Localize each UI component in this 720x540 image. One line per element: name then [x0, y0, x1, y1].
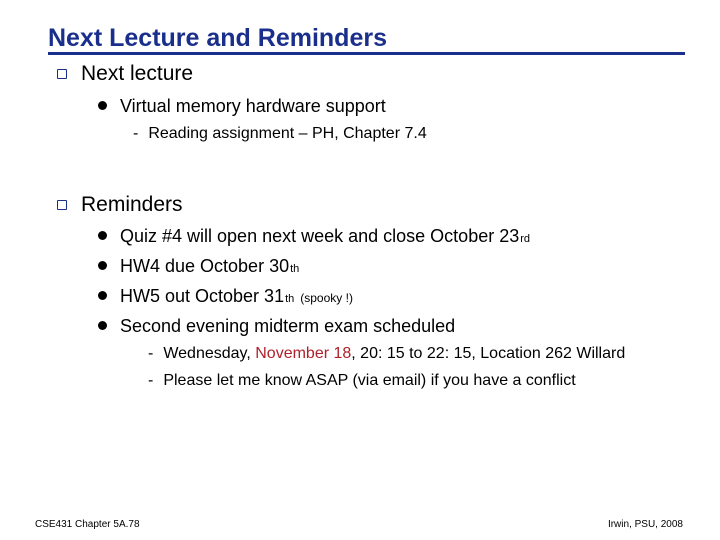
superscript: th	[285, 293, 295, 305]
section-reminders	[57, 193, 183, 217]
slide-title: Next Lecture and Reminders	[48, 24, 387, 52]
detail-text-before: Wednesday,	[163, 345, 256, 362]
footer-course-label: CSE431 Chapter 5A.78	[35, 519, 140, 530]
sub-list-item	[148, 372, 576, 390]
sub-list-item	[148, 345, 625, 363]
list-item	[98, 256, 299, 277]
dot-bullet-icon	[98, 291, 107, 300]
title-underline	[48, 52, 685, 55]
superscript: rd	[520, 233, 531, 245]
dot-bullet-icon	[98, 321, 107, 330]
footer-credit: Irwin, PSU, 2008	[607, 519, 683, 530]
list-item-text: Second evening midterm exam scheduled	[120, 316, 456, 336]
square-bullet-icon	[57, 69, 67, 79]
dash-bullet-icon: -	[148, 372, 154, 389]
sub-list-item-text: Please let me know ASAP (via email) if you have a conflict	[163, 372, 576, 389]
superscript: th	[290, 263, 300, 275]
list-item	[98, 316, 455, 337]
highlighted-date: November 18	[255, 345, 352, 362]
detail-text-after: , 20: 15 to 22: 15, Location 262 Willard	[351, 345, 626, 362]
sub-list-item	[133, 125, 427, 143]
aside-note: (spooky !)	[300, 291, 353, 305]
dot-bullet-icon	[98, 261, 107, 270]
dot-bullet-icon	[98, 231, 107, 240]
section-heading: Next lecture	[81, 62, 194, 85]
dash-bullet-icon: -	[148, 345, 154, 362]
sub-list-item-text: Reading assignment – PH, Chapter 7.4	[148, 125, 427, 142]
dash-bullet-icon: -	[133, 125, 139, 142]
list-item-text: Quiz #4 will open next week and close October 23	[120, 226, 520, 246]
list-item-text: Virtual memory hardware support	[120, 96, 386, 116]
square-bullet-icon	[57, 200, 67, 210]
section-next-lecture	[57, 62, 193, 86]
section-heading: Reminders	[81, 193, 183, 216]
list-item-text: HW4 due October 30	[120, 256, 290, 276]
dot-bullet-icon	[98, 101, 107, 110]
list-item	[98, 96, 386, 117]
list-item	[98, 286, 353, 307]
list-item	[98, 226, 530, 247]
list-item-text: HW5 out October 31	[120, 286, 285, 306]
sub-list-item-text	[163, 345, 625, 363]
